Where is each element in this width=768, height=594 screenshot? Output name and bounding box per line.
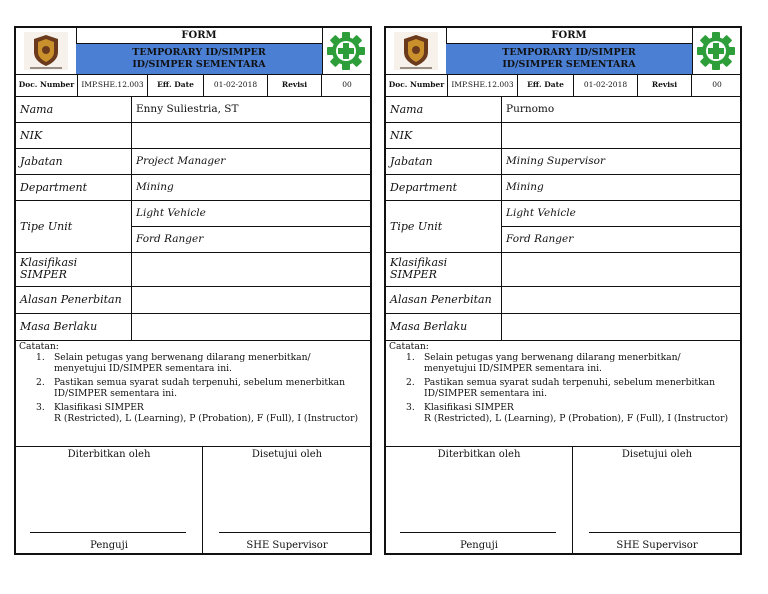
- row-department: [16, 174, 370, 201]
- note-text: R (Restricted), L (Learning), P (Probation), F (Full), I (Instructor): [424, 413, 729, 424]
- label-department: Department: [16, 174, 132, 200]
- value-jabatan: Mining Supervisor: [506, 155, 605, 167]
- form-title-block: [446, 28, 693, 74]
- row-alasan: [16, 286, 370, 314]
- label-tipe-unit: Tipe Unit: [16, 200, 132, 252]
- notes-title: Catatan:: [19, 341, 59, 352]
- eff-date-value: 01-02-2018: [204, 74, 268, 96]
- note-text: Pastikan semua syarat sudah terpenuhi, sebelum menerbitkan: [54, 377, 346, 388]
- doc-number-label: Doc. Number: [16, 74, 78, 96]
- value-nama: Purnomo: [506, 103, 555, 115]
- notes-title: Catatan:: [389, 341, 429, 352]
- doc-number-value: IMP.SHE.12.003: [448, 74, 518, 96]
- value-jabatan: Project Manager: [136, 155, 226, 167]
- label-department: Department: [386, 174, 502, 200]
- signature-line-issuer: [30, 532, 186, 533]
- value-masa-berlaku: [506, 313, 740, 340]
- value-masa-berlaku: [136, 313, 370, 340]
- value-unit-model: Ford Ranger: [136, 233, 204, 245]
- note-number: 3.: [36, 402, 45, 413]
- row-nik: [16, 122, 370, 149]
- signature-line-issuer: [400, 532, 556, 533]
- value-nik: [136, 122, 370, 148]
- approved-by-label: Disetujui oleh: [251, 449, 323, 460]
- eff-date-label: Eff. Date: [518, 74, 574, 96]
- value-department: Mining: [506, 181, 544, 193]
- label-jabatan: Jabatan: [16, 148, 132, 174]
- title-line-2: ID/SIMPER SEMENTARA: [502, 59, 636, 70]
- row-klasifikasi: [16, 252, 370, 287]
- row-nik: [386, 122, 740, 149]
- note-text: menyetujui ID/SIMPER sementara ini.: [424, 363, 602, 374]
- approver-role: SHE Supervisor: [616, 540, 698, 551]
- note-text: Selain petugas yang berwenang dilarang menerbitkan/: [54, 352, 311, 363]
- revisi-label: Revisi: [268, 74, 322, 96]
- label-klasifikasi: [386, 252, 502, 286]
- value-unit-type: Light Vehicle: [136, 207, 206, 219]
- row-nama: [386, 96, 740, 123]
- label-klasifikasi-line1: Klasifikasi: [390, 256, 448, 269]
- row-klasifikasi: [386, 252, 740, 287]
- revisi-label: Revisi: [638, 74, 692, 96]
- signature-divider: [572, 446, 573, 553]
- row-department: [386, 174, 740, 201]
- value-nama: Enny Suliestria, ST: [136, 103, 239, 115]
- label-nama: Nama: [386, 96, 502, 122]
- value-klasifikasi: [506, 252, 740, 286]
- row-masa-berlaku: [386, 313, 740, 341]
- issuer-role: Penguji: [90, 540, 128, 551]
- note-text: R (Restricted), L (Learning), P (Probation), F (Full), I (Instructor): [54, 413, 359, 424]
- note-number: 3.: [406, 402, 415, 413]
- label-klasifikasi-line2: SIMPER: [20, 268, 67, 281]
- signature-section: [16, 446, 370, 553]
- note-number: 2.: [36, 377, 45, 388]
- row-tipe-unit: [16, 200, 370, 253]
- label-nik: NIK: [16, 122, 132, 148]
- row-jabatan: [16, 148, 370, 175]
- issuer-role: Penguji: [460, 540, 498, 551]
- signature-divider: [202, 446, 203, 553]
- id-card-right: [384, 26, 742, 555]
- value-klasifikasi: [136, 252, 370, 286]
- label-nik: NIK: [386, 122, 502, 148]
- note-number: 1.: [36, 352, 45, 363]
- label-jabatan: Jabatan: [386, 148, 502, 174]
- signature-line-approver: [589, 532, 742, 533]
- notes-section: [16, 340, 370, 447]
- note-text: Klasifikasi SIMPER: [54, 402, 144, 413]
- safety-gear-icon: [692, 28, 740, 74]
- value-department: Mining: [136, 181, 174, 193]
- label-klasifikasi: [16, 252, 132, 286]
- value-alasan: [506, 286, 740, 313]
- label-klasifikasi-line2: SIMPER: [390, 268, 437, 281]
- title-line-1: TEMPORARY ID/SIMPER: [132, 47, 266, 58]
- form-label: FORM: [76, 28, 322, 44]
- form-label: FORM: [446, 28, 692, 44]
- value-unit-model: Ford Ranger: [506, 233, 574, 245]
- approver-role: SHE Supervisor: [246, 540, 328, 551]
- revisi-value: 00: [342, 80, 352, 89]
- id-card-left: [14, 26, 372, 555]
- revisi-value: 00: [712, 80, 722, 89]
- issued-by-label: Diterbitkan oleh: [67, 449, 151, 460]
- value-alasan: [136, 286, 370, 313]
- label-tipe-unit: Tipe Unit: [386, 200, 502, 252]
- signature-line-approver: [219, 532, 372, 533]
- title-band: [76, 44, 322, 74]
- label-nama: Nama: [16, 96, 132, 122]
- card-header: [386, 28, 740, 75]
- note-text: ID/SIMPER sementara ini.: [54, 388, 178, 399]
- row-nama: [16, 96, 370, 123]
- doc-number-label: Doc. Number: [386, 74, 448, 96]
- label-masa-berlaku: Masa Berlaku: [16, 313, 132, 340]
- value-unit-type: Light Vehicle: [506, 207, 576, 219]
- value-nik: [506, 122, 740, 148]
- issued-by-label: Diterbitkan oleh: [437, 449, 521, 460]
- note-text: Pastikan semua syarat sudah terpenuhi, sebelum menerbitkan: [424, 377, 716, 388]
- approved-by-label: Disetujui oleh: [621, 449, 693, 460]
- eff-date-value: 01-02-2018: [574, 74, 638, 96]
- row-masa-berlaku: [16, 313, 370, 341]
- form-title-block: [76, 28, 323, 74]
- title-line-2: ID/SIMPER SEMENTARA: [132, 59, 266, 70]
- card-header: [16, 28, 370, 75]
- note-text: Klasifikasi SIMPER: [424, 402, 514, 413]
- doc-number-value: IMP.SHE.12.003: [78, 74, 148, 96]
- company-logo: [386, 28, 447, 74]
- label-klasifikasi-line1: Klasifikasi: [20, 256, 78, 269]
- document-info-row: [386, 74, 740, 97]
- label-alasan: Alasan Penerbitan: [16, 286, 132, 313]
- note-text: menyetujui ID/SIMPER sementara ini.: [54, 363, 232, 374]
- note-number: 1.: [406, 352, 415, 363]
- safety-gear-icon: [322, 28, 370, 74]
- label-masa-berlaku: Masa Berlaku: [386, 313, 502, 340]
- company-logo: [16, 28, 77, 74]
- signature-section: [386, 446, 740, 553]
- eff-date-label: Eff. Date: [148, 74, 204, 96]
- title-line-1: TEMPORARY ID/SIMPER: [502, 47, 636, 58]
- label-alasan: Alasan Penerbitan: [386, 286, 502, 313]
- title-band: [446, 44, 692, 74]
- document-info-row: [16, 74, 370, 97]
- note-text: Selain petugas yang berwenang dilarang menerbitkan/: [424, 352, 681, 363]
- notes-section: [386, 340, 740, 447]
- note-text: ID/SIMPER sementara ini.: [424, 388, 548, 399]
- note-number: 2.: [406, 377, 415, 388]
- row-alasan: [386, 286, 740, 314]
- row-jabatan: [386, 148, 740, 175]
- row-tipe-unit: [386, 200, 740, 253]
